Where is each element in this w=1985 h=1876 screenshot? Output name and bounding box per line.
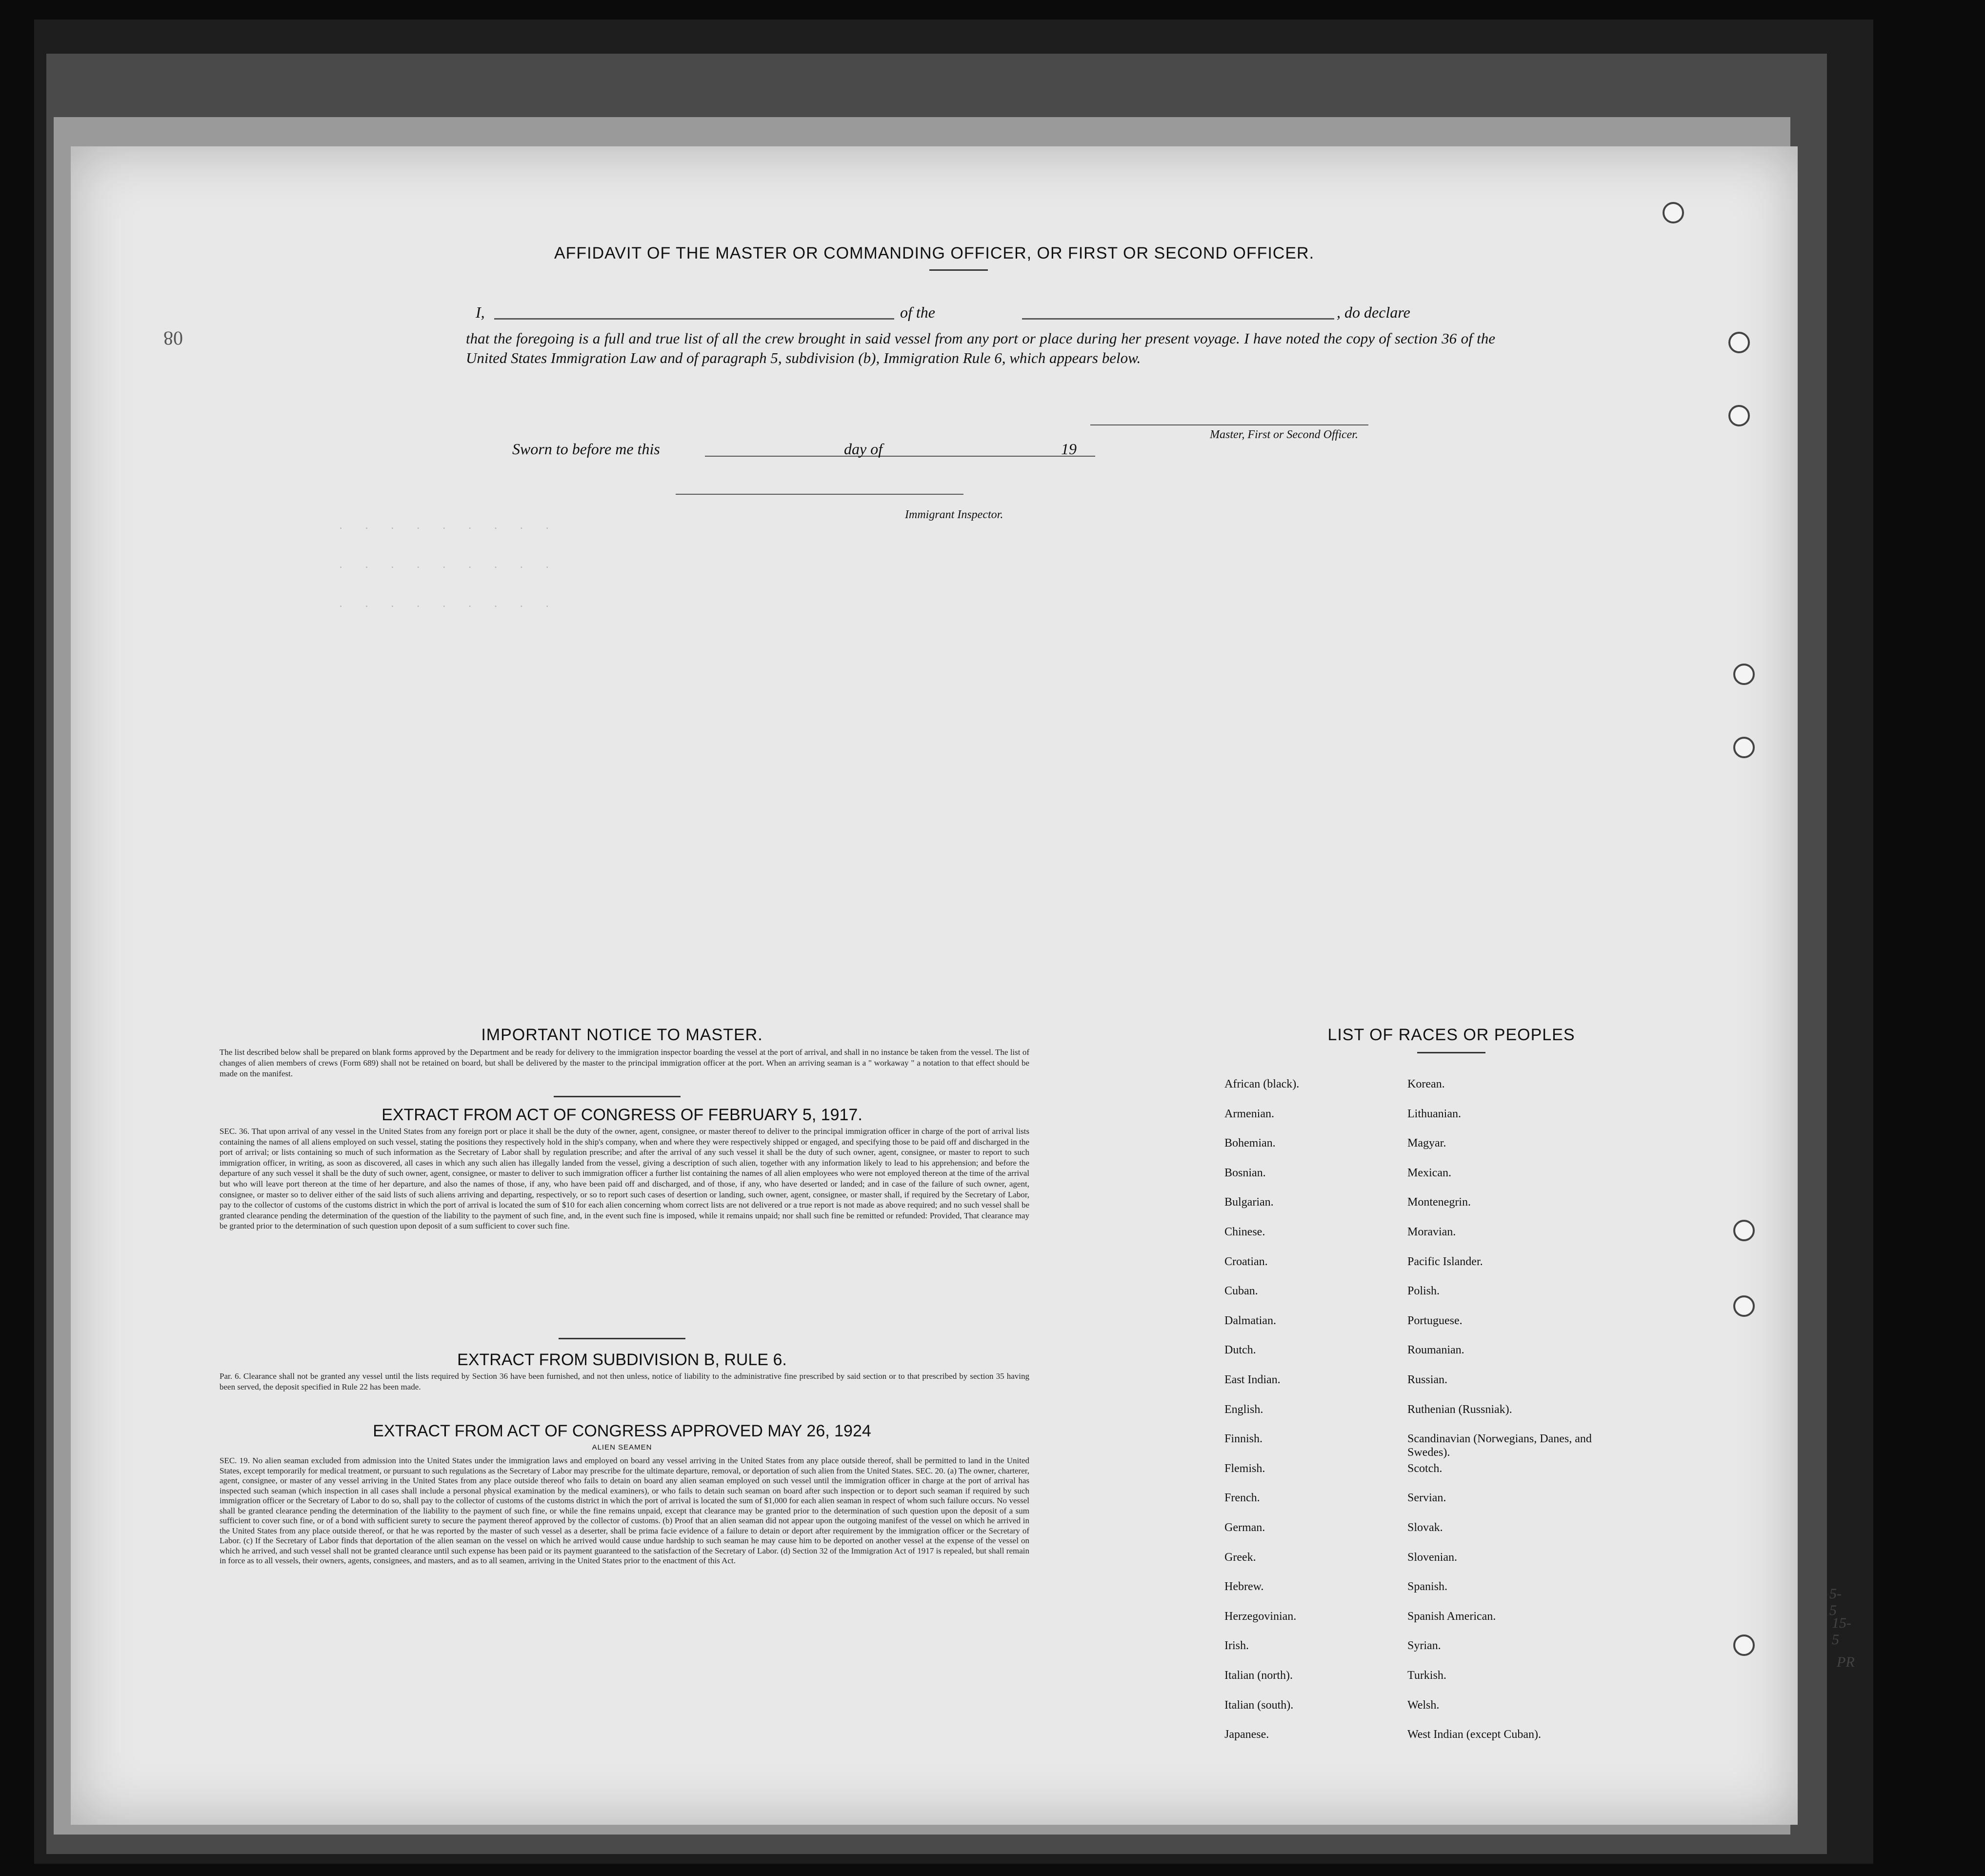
divider	[559, 1338, 685, 1339]
race-item: Montenegrin.	[1407, 1196, 1471, 1209]
races-title: LIST OF RACES OR PEOPLES	[1327, 1026, 1575, 1044]
margin-mark: 08	[163, 327, 183, 349]
race-item: Welsh.	[1407, 1698, 1440, 1712]
affidavit-i-label: I,	[476, 303, 485, 321]
race-item: Polish.	[1407, 1285, 1440, 1298]
race-item: Lithuanian.	[1407, 1107, 1461, 1120]
divider	[929, 269, 988, 271]
race-item: Syrian.	[1407, 1639, 1441, 1653]
notice-body: The list described below shall be prepared on blank forms approved by the Department and be ready for delivery to the immigration inspector boarding the vessel at the port of arrival, and shall in no instance be taken from the vessel. The list of changes of alien members of crews (Form 689) shall not be retained on board, but shall be delivered by the master to the principal immigration officer at the port. When an arriving seaman is a " workaway " a notation to that effect should be made on the manifest.	[220, 1048, 1029, 1078]
race-item: Slovenian.	[1407, 1551, 1457, 1564]
race-item: Scotch.	[1407, 1462, 1443, 1475]
race-item: Mexican.	[1407, 1166, 1451, 1179]
extract-1917-body: SEC. 36. That upon arrival of any vessel in the United States from any foreign port or place it shall be the duty of the owner, agent, consignee, or master thereof to deliver to the principal immigration officer in charge of the port of arrival lists containing the names of all aliens employed on such vessel, stating the positions they respectively hold in the ship's company, when and where they were respectively shipped or engaged, and specifying those to be paid off and discharged in the port of arrival; or lists containing so much of such information as the Secretary of Labor shall by regulation prescribe; and after the arrival of any such vessel it shall be the duty of such owner, agent, consignee, or master to report to such immigration officer, in writing, as soon as discovered, all cases in which any such alien has illegally landed from the vessel, giving a description of such alien, together with any information likely to lead to his apprehension; and before the departure of any such vessel it shall be the duty of such owner, agent, consignee, or master to deliver to such immigration officer a further list containing the names of all alien employees who were not employed thereon at the time of the arrival but who will leave port thereon at the time of her departure, and also the names of those, if any, who have been paid off and discharged, and of those, if any, who have deserted or landed; and in case of the failure of such owner, agent, consignee, or master so to deliver either of the said lists of such aliens arriving and departing, respectively, or so to report such cases of desertion or landing, such owner, agent, consignee, or master shall, if required by the Secretary of Labor, pay to the collector of customs of the customs district in which the port of arrival is located the sum of $10 for each alien concerning whom correct lists are not delivered or a true report is not made as above required; and no such vessel shall be granted clearance pending the determination of the question of the liability to the payment of such fine, and, in the event such fine is imposed, while it remains unpaid; nor shall such fine be remitted or refunded: Provided, That clearance may be granted prior to the determination of such question upon deposit of a sum sufficient to cover such fine.	[220, 1127, 1029, 1231]
sworn-day-of-label: day of	[844, 440, 883, 458]
race-item: Greek.	[1224, 1551, 1256, 1564]
bleed-through-text: . . . . . . . . .	[339, 595, 552, 610]
handwritten-note: 15-5	[1832, 1615, 1851, 1648]
race-item: Irish.	[1224, 1639, 1249, 1653]
race-item: Magyar.	[1407, 1137, 1446, 1150]
inspector-signature-line	[676, 494, 963, 495]
race-item: Russian.	[1407, 1373, 1448, 1386]
divider	[1417, 1052, 1485, 1053]
race-item: Italian (south).	[1224, 1698, 1294, 1712]
divider	[554, 1096, 681, 1097]
vessel-blank-line	[1022, 318, 1334, 320]
race-item: Hebrew.	[1224, 1580, 1264, 1594]
name-blank-line	[494, 318, 894, 320]
race-item: Scandinavian (Norwegians, Danes, and Swedes).	[1407, 1432, 1592, 1459]
race-item: Turkish.	[1407, 1669, 1446, 1682]
punch-hole	[1728, 332, 1750, 353]
race-item: Dalmatian.	[1224, 1314, 1276, 1327]
race-item: Roumanian.	[1407, 1344, 1464, 1357]
punch-hole	[1663, 202, 1684, 223]
affidavit-title: AFFIDAVIT OF THE MASTER OR COMMANDING OFFICER, OR FIRST OR SECOND OFFICER.	[554, 244, 1315, 262]
race-item: Bohemian.	[1224, 1137, 1276, 1150]
race-item: Japanese.	[1224, 1728, 1269, 1741]
race-item: Croatian.	[1224, 1255, 1268, 1268]
master-caption: Master, First or Second Officer.	[1210, 428, 1358, 441]
race-item: Slovak.	[1407, 1521, 1443, 1534]
race-item: Italian (north).	[1224, 1669, 1293, 1682]
punch-hole	[1728, 405, 1750, 426]
punch-hole	[1733, 1220, 1755, 1241]
race-item: Dutch.	[1224, 1344, 1256, 1357]
affidavit-of-the-label: of the	[900, 303, 935, 321]
race-item: Flemish.	[1224, 1462, 1265, 1475]
affidavit-body: that the foregoing is a full and true list of all the crew brought in said vessel from any port or place during her present voyage. I have noted the copy of section 36 of the United States Immigration Law and of paragraph 5, subdivision (b), Immigration Rule 6, which appears below.	[466, 330, 1495, 366]
sworn-year-label: 19	[1061, 440, 1077, 458]
race-item: Spanish.	[1407, 1580, 1448, 1594]
extract-rule6-title: EXTRACT FROM SUBDIVISION B, RULE 6.	[457, 1351, 787, 1369]
sworn-label: Sworn to before me this	[512, 440, 660, 458]
race-item: English.	[1224, 1403, 1263, 1416]
race-item: Pacific Islander.	[1407, 1255, 1483, 1268]
race-item: East Indian.	[1224, 1373, 1281, 1386]
master-signature-line	[1090, 424, 1368, 425]
race-item: African (black).	[1224, 1078, 1300, 1090]
race-item: Moravian.	[1407, 1226, 1456, 1238]
race-item: Chinese.	[1224, 1226, 1265, 1238]
race-item: German.	[1224, 1521, 1265, 1534]
extract-1917-title: EXTRACT FROM ACT OF CONGRESS OF FEBRUARY 5, 1917.	[381, 1106, 862, 1124]
extract-1924-body: SEC. 19. No alien seaman excluded from admission into the United States under the immigration laws and employed on board any vessel arriving in the United States from any place outside thereof, shall be permitted to land in the United States, except temporarily for medical treatment, or pursuant to such regulations as the Secretary of Labor may prescribe for the ultimate departure, removal, or deportation of such alien from the United States. SEC. 20. (a) The owner, charterer, agent, consignee, or master of any vessel arriving in the United States from any place outside thereof who fails to detain on board any alien seaman employed on such vessel until the immigration officer in charge at the port of arrival has inspected such seaman (which inspection in all cases shall include a personal physical examination by the medical examiners), or who fails to detain such seaman on board after such inspection or to deport such seaman if required by such immigration officer or the Secretary of Labor to do so, shall pay to the collector of customs of the customs district in which the port of arrival is located the sum of $1,000 for each alien seaman in respect of whom such failure occurs. No vessel shall be granted clearance pending the determination of the liability to the payment of such fine, or while the fine remains unpaid, except that clearance may be granted prior to the determination of such question upon the deposit of a sum sufficient to cover such fine, or of a bond with sufficient surety to secure the payment thereof approved by the collector of customs. (b) Proof that an alien seaman did not appear upon the outgoing manifest of the vessel on which he arrived in the United States from any place outside thereof, or that he was reported by the master of such vessel as a deserter, shall be prima facie evidence of a failure to detain or deport after requirement by the immigration officer or the Secretary of Labor. (c) If the Secretary of Labor finds that deportation of the alien seaman on the vessel on which he arrived would cause undue hardship to such seaman he may cause him to be deported on another vessel at the expense of the vessel on which he arrived, and such vessel shall not be granted clearance until such expense has been paid or its payment guaranteed to the satisfaction of the Secretary of Labor. (d) Section 32 of the Immigration Act of 1917 is repealed, but shall remain in force as to all vessels, their owners, agents, consignees, and masters, and as to all seamen, arriving in the United States prior to the enactment of this Act.	[220, 1456, 1029, 1565]
punch-hole	[1733, 1634, 1755, 1656]
race-item: Bulgarian.	[1224, 1196, 1274, 1209]
race-item: Herzegovinian.	[1224, 1610, 1297, 1623]
race-item: Cuban.	[1224, 1285, 1258, 1298]
race-item: French.	[1224, 1492, 1260, 1505]
extract-rule6-body: Par. 6. Clearance shall not be granted any vessel until the lists required by Section 36 have been furnished, and not then unless, notice of liability to the administrative fine prescribed by said section or to that prescribed by section 35 having been served, the deposit specified in Rule 22 has been made.	[220, 1372, 1029, 1392]
extract-1924-title: EXTRACT FROM ACT OF CONGRESS APPROVED MAY 26, 1924	[373, 1422, 871, 1440]
bleed-through-text: . . . . . . . . .	[339, 556, 552, 571]
notice-title: IMPORTANT NOTICE TO MASTER.	[481, 1026, 763, 1044]
race-item: Portuguese.	[1407, 1314, 1463, 1327]
race-item: West Indian (except Cuban).	[1407, 1728, 1541, 1741]
handwritten-note: 5-5	[1829, 1586, 1842, 1618]
race-item: Finnish.	[1224, 1432, 1263, 1446]
punch-hole	[1733, 1295, 1755, 1317]
race-item: Servian.	[1407, 1492, 1446, 1505]
inspector-caption: Immigrant Inspector.	[905, 508, 1003, 521]
punch-hole	[1733, 664, 1755, 685]
affidavit-declare-label: , do declare	[1337, 303, 1410, 321]
document-page	[71, 146, 1855, 1825]
handwritten-note: PR	[1837, 1654, 1855, 1670]
race-item: Armenian.	[1224, 1107, 1274, 1120]
race-item: Bosnian.	[1224, 1166, 1266, 1179]
bleed-through-text: . . . . . . . . .	[339, 517, 552, 532]
race-item: Spanish American.	[1407, 1610, 1496, 1623]
race-item: Korean.	[1407, 1078, 1445, 1090]
extract-1924-subtitle: ALIEN SEAMEN	[592, 1443, 652, 1452]
race-item: Ruthenian (Russniak).	[1407, 1403, 1512, 1416]
punch-hole	[1733, 737, 1755, 758]
